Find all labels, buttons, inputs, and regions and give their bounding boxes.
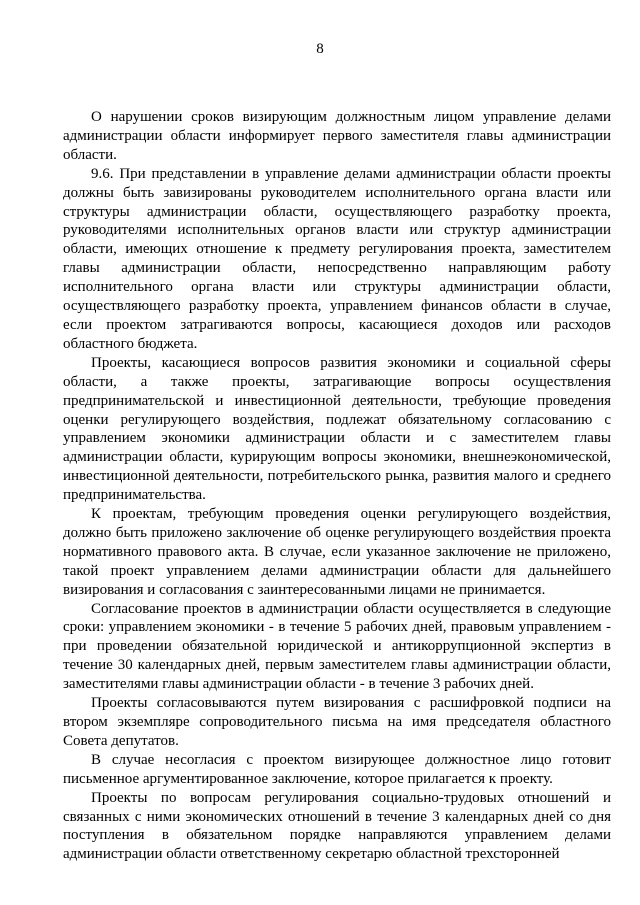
paragraph-economy-projects: Проекты, касающиеся вопросов развития экономики и социальной сферы области, а также проекты, затрагивающие вопросы осуществления предпринимательской и инвестиционной деятельности, требующие проведения оценки регулирующего воздействия, подлежат обязательному согласованию с управлением экономики администрации области и с заместителем главы администрации области, курирующим вопросы экономики, внешнеэкономической, инвестиционной деятельности, потребительского рынка, развития малого и среднего предпринимательства. bbox=[63, 354, 611, 504]
paragraph-9-6: 9.6. При представлении в управление делами администрации области проекты должны быть завизированы руководителем исполнительного органа власти или структуры администрации области, осуществляющего разработку проекта, руководителями исполнительных органов власти или структур администрации области, имеющих отношение к предмету регулирования проекта, заместителем главы администрации области, непосредственно направляющим работу исполнительного органа власти или структуры администрации области, осуществляющего разработку проекта, управлением финансов области в случае, если проектом затрагиваются вопросы, касающиеся доходов или расходов областного бюджета. bbox=[63, 165, 611, 352]
paragraph-labor-relations: Проекты по вопросам регулирования социально-трудовых отношений и связанных с ними экономических отношений в течение 3 календарных дней со дня поступления в обязательном порядке направляются управлением делами администрации области ответственному секретарю областной трехсторонней bbox=[63, 789, 611, 863]
paragraph-approval-deadlines: Согласование проектов в администрации области осуществляется в следующие сроки: управлением экономики - в течение 5 рабочих дней, правовым управлением - при проведении обязательной юридической и антикоррупционной экспертиз в течение 30 календарных дней, первым заместителем главы администрации области, заместителями главы администрации области - в течение 3 рабочих дней. bbox=[63, 600, 611, 693]
paragraph-visa-signature: Проекты согласовываются путем визирования с расшифровкой подписи на втором экземпляре сопроводительного письма на имя председателя областного Совета депутатов. bbox=[63, 695, 611, 749]
document-body bbox=[63, 108, 611, 864]
paragraph-notification: О нарушении сроков визирующим должностным лицом управление делами администрации области информирует первого заместителя главы администрации области. bbox=[63, 109, 611, 163]
paragraph-regulatory-impact: К проектам, требующим проведения оценки регулирующего воздействия, должно быть приложено заключение об оценке регулирующего воздействия проекта нормативного правового акта. В случае, если указанное заключение не приложено, такой проект управлением делами администрации области для дальнейшего визирования и согласования с заинтересованными лицами не принимается. bbox=[63, 506, 611, 598]
page-number: 8 bbox=[316, 41, 324, 57]
paragraph-disagreement: В случае несогласия с проектом визирующее должностное лицо готовит письменное аргументированное заключение, которое прилагается к проекту. bbox=[63, 751, 611, 787]
